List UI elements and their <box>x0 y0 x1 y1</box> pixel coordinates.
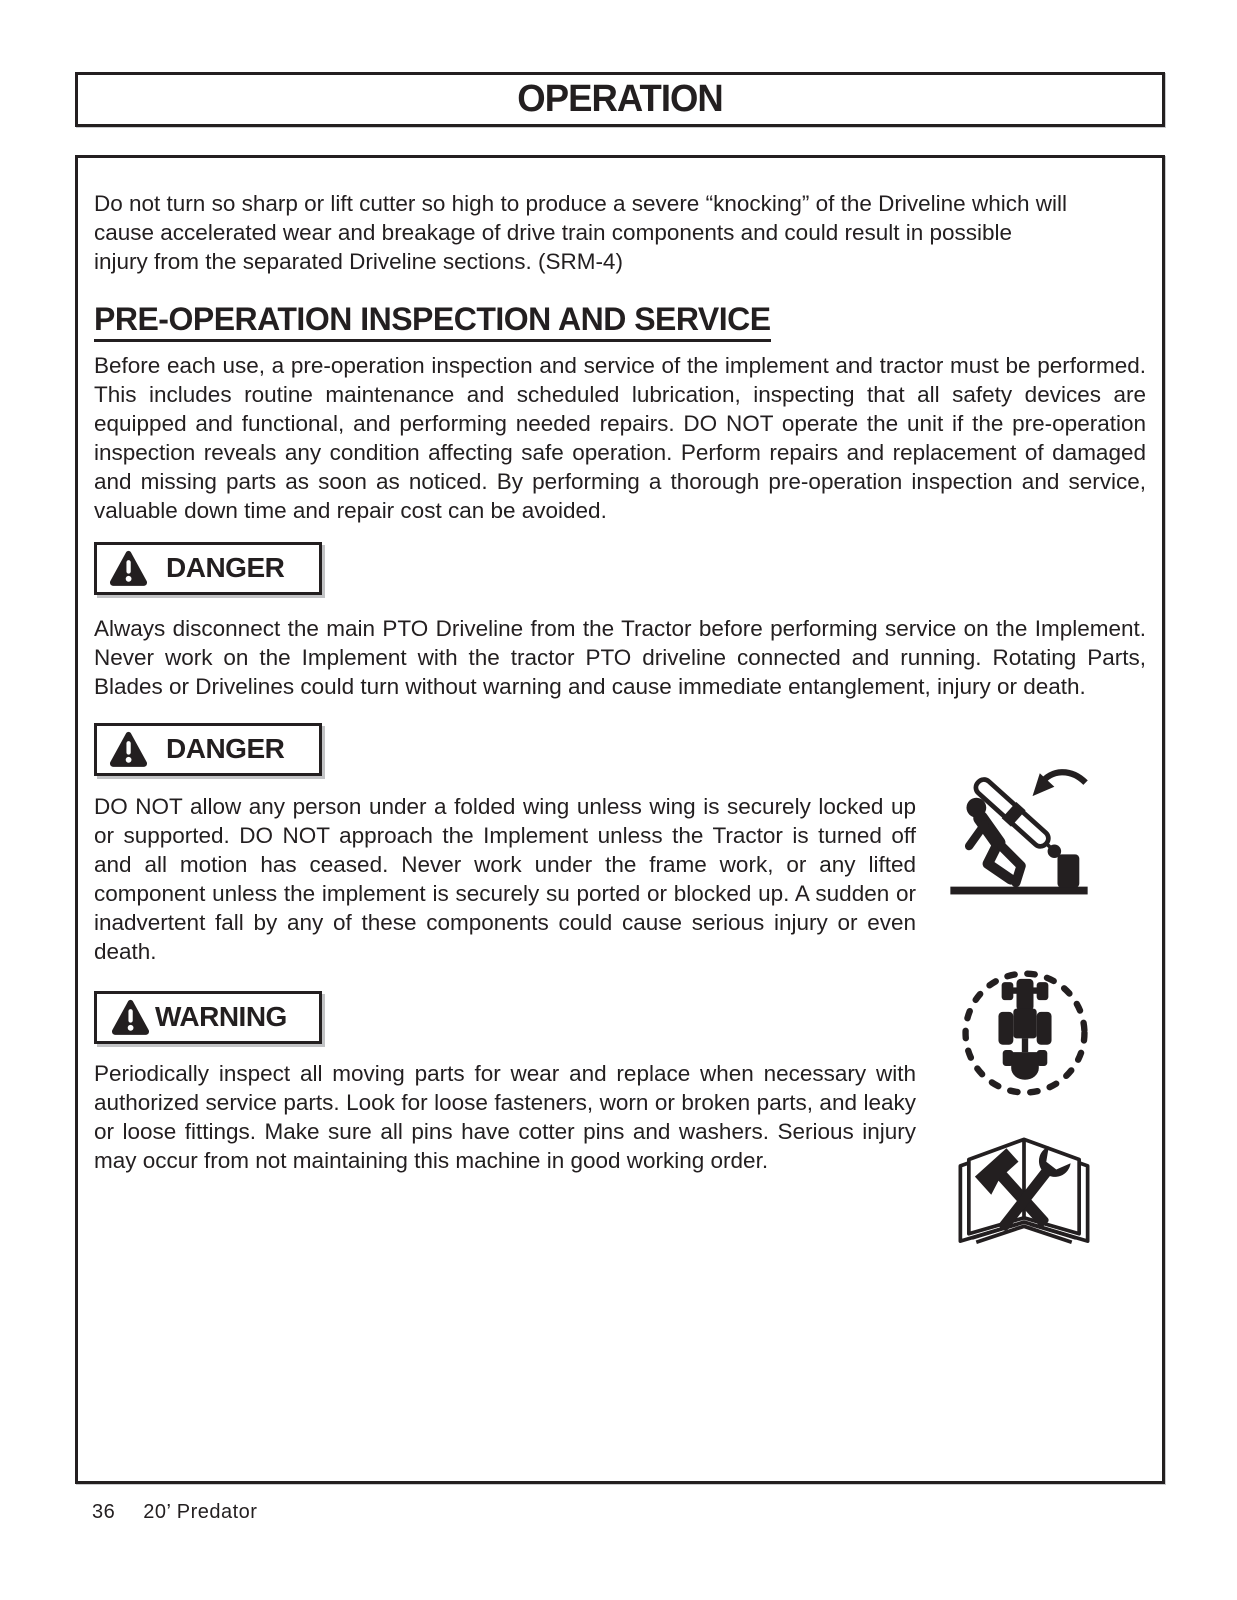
page-number: 36 <box>92 1501 116 1523</box>
danger-label-1: DANGER <box>166 552 285 584</box>
falling-wing-hazard-icon <box>950 766 1088 896</box>
danger-box-2 <box>94 723 322 776</box>
service-manual-book-icon <box>954 1118 1094 1254</box>
content-frame <box>75 155 1165 1484</box>
warning-box <box>94 991 322 1044</box>
danger-paragraph-1: Always disconnect the main PTO Driveline from the Tractor before performing service on the Implement. Never work on the Implement with the tractor PTO driveline connected and running. Rotating Parts, Blades or Drivelines could turn without warning and cause immediate entanglement, injury or death. <box>94 615 1146 699</box>
warning-triangle-icon <box>108 549 149 587</box>
warning-triangle-icon <box>108 730 149 768</box>
page-title: OPERATION <box>517 78 723 120</box>
danger-box-1 <box>94 542 322 595</box>
section-heading: PRE-OPERATION INSPECTION AND SERVICE <box>94 302 771 342</box>
intro-paragraph: Do not turn so sharp or lift cutter so high to produce a severe “knocking” of the Driveline which will cause accelerated wear and breakage of drive train components and could result in possible injury from the separated Driveline sections. (SRM-4) <box>94 191 1067 274</box>
page-footer <box>92 1501 257 1524</box>
walk-around-inspection-icon <box>956 962 1094 1102</box>
model-name: 20’ Predator <box>143 1501 258 1523</box>
warning-label: WARNING <box>155 1001 287 1033</box>
danger-label-2: DANGER <box>166 733 285 765</box>
warning-triangle-icon <box>110 998 151 1036</box>
danger-paragraph-2: DO NOT allow any person under a folded wing unless wing is securely locked up or supported. DO NOT approach the Implement unless the Tractor is turned off and all motion has ceased. Never work under the frame work, or any lifted component unless the implement is securely su ported or blocked up. A sudden or inadvertent fall by any of these components could cause serious injury or even death. <box>94 793 916 964</box>
page-title-box <box>75 72 1165 127</box>
section-paragraph: Before each use, a pre-operation inspection and service of the implement and tractor must be performed. This includes routine maintenance and scheduled lubrication, inspecting that all safety devices are equipped and functional, and performing needed repairs. DO NOT operate the unit if the pre-operation inspection reveals any condition affecting safe operation. Perform repairs and replacement of damaged and missing parts as soon as noticed. By performing a thorough pre-operation inspection and service, valuable down time and repair cost can be avoided. <box>94 352 1146 523</box>
warning-paragraph: Periodically inspect all moving parts for wear and replace when necessary with authorized service parts. Look for loose fasteners, worn or broken parts, and leaky or loose fittings. Make sure all pins have cotter pins and washers. Serious injury may occur from not maintaining this machine in good working order. <box>94 1060 916 1173</box>
